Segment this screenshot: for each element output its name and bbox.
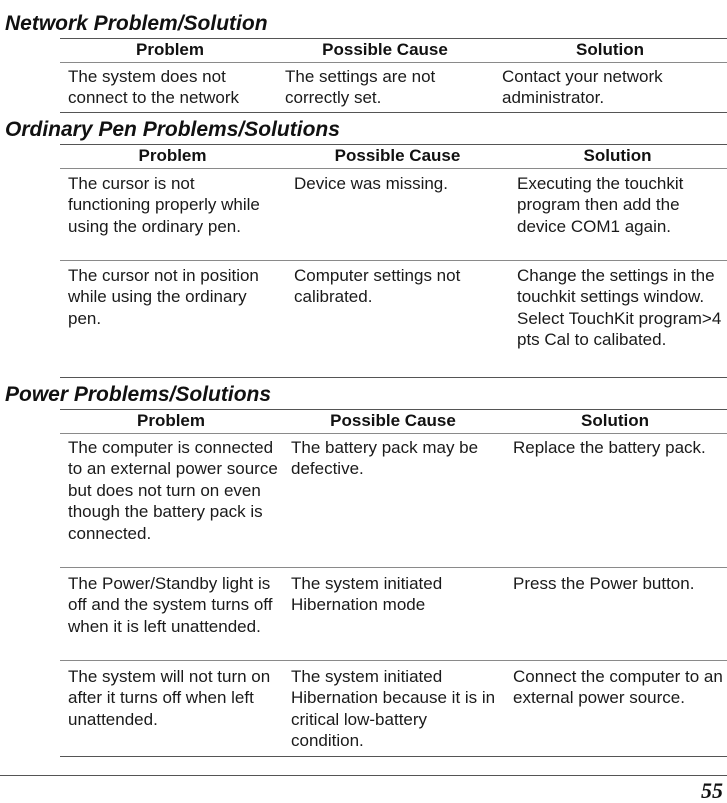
cell-cause: Computer settings not calibrated. xyxy=(294,266,461,307)
cell-problem: The system will not turn on after it turns off when left unattended. xyxy=(68,667,271,729)
cell-cause: The battery pack may be defective. xyxy=(291,438,479,479)
section-title: Ordinary Pen Problems/Solutions xyxy=(5,118,340,141)
header-solution: Solution xyxy=(583,146,652,165)
table-bottom-rule xyxy=(60,756,727,757)
cell-problem: The Power/Standby light is off and the system turns off when it is left unattended. xyxy=(68,574,273,636)
row-rule xyxy=(60,260,727,261)
cell-problem: The cursor is not functioning properly while using the ordinary pen. xyxy=(68,174,260,236)
table-top-rule xyxy=(60,144,727,145)
header-rule xyxy=(60,433,727,434)
header-problem: Problem xyxy=(135,40,205,59)
header-cause: Possible Cause xyxy=(322,40,448,59)
row-rule xyxy=(60,567,727,568)
cell-cause: The system initiated Hibernation mode xyxy=(291,574,443,615)
cell-cause: The system initiated Hibernation because it is in critical low-battery condition. xyxy=(291,667,496,751)
cell-solution: Change the settings in the touchkit settings window. Select TouchKit program>4 pts Cal to calibated. xyxy=(517,266,722,350)
header-solution: Solution xyxy=(581,411,649,430)
cell-cause: The settings are not correctly set. xyxy=(285,67,436,108)
header-problem: Problem xyxy=(138,146,207,165)
header-rule xyxy=(60,168,727,169)
header-solution: Solution xyxy=(576,40,644,59)
header-cause: Possible Cause xyxy=(334,146,461,165)
cell-cause: Device was missing. xyxy=(294,174,448,193)
header-cause: Possible Cause xyxy=(330,411,456,430)
cell-problem: The cursor not in position while using the ordinary pen. xyxy=(68,266,259,328)
footer-rule xyxy=(0,775,727,776)
cell-solution: Executing the touchkit program then add the device COM1 again. xyxy=(517,174,684,236)
cell-solution: Connect the computer to an external power source. xyxy=(513,667,723,708)
header-problem: Problem xyxy=(136,411,206,430)
header-rule xyxy=(60,62,727,63)
table-top-rule xyxy=(60,409,727,410)
cell-solution: Press the Power button. xyxy=(513,574,695,593)
page-number: 55 xyxy=(701,778,723,803)
table-bottom-rule xyxy=(60,377,727,378)
table-bottom-rule xyxy=(60,112,727,113)
cell-problem: The computer is connected to an external power source but does not turn on even though the battery pack is connected. xyxy=(68,438,278,543)
table-top-rule xyxy=(60,38,727,39)
cell-solution: Replace the battery pack. xyxy=(513,438,706,457)
cell-problem: The system does not connect to the network xyxy=(68,67,240,108)
section-title: Power Problems/Solutions xyxy=(5,383,272,406)
section-title: Network Problem/Solution xyxy=(5,12,268,35)
row-rule xyxy=(60,660,727,661)
cell-solution: Contact your network administrator. xyxy=(502,67,663,108)
